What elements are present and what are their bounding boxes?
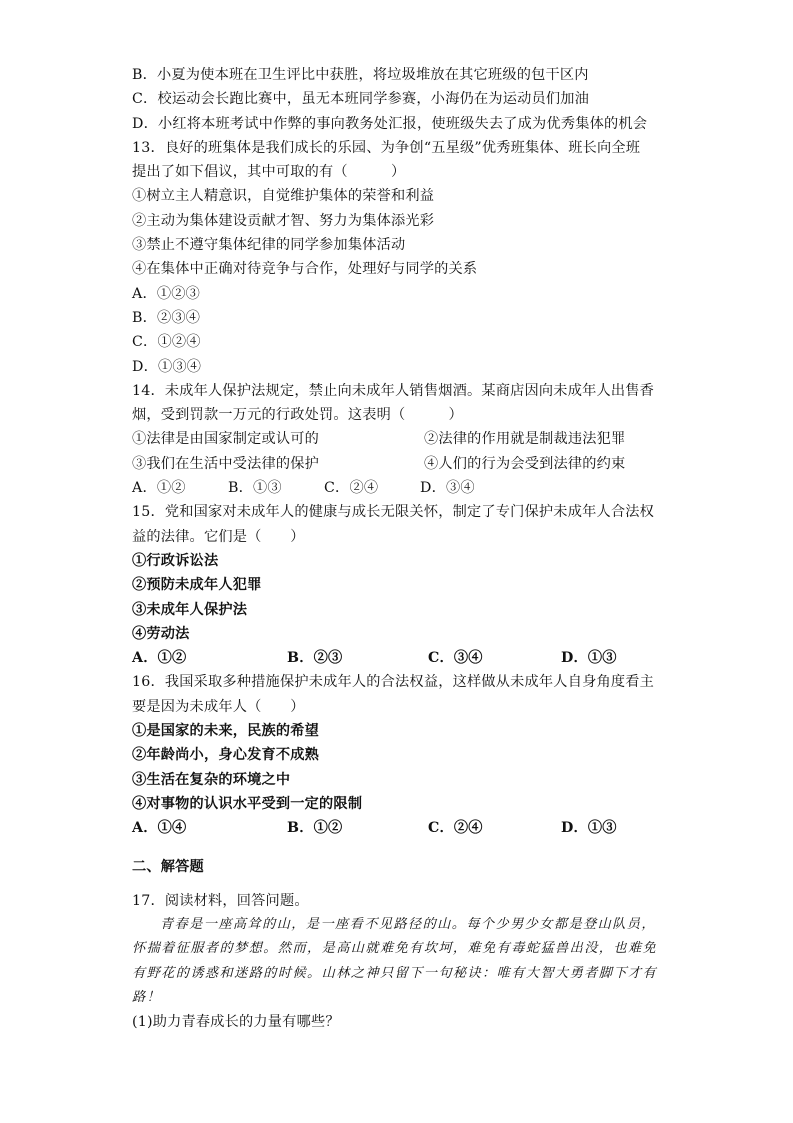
q13-option-d: D．①③④	[132, 358, 202, 375]
q14-item-3: ③我们在生活中受法律的保护	[132, 455, 320, 472]
q16-options-row	[132, 816, 672, 840]
q13-item-3: ③禁止不遵守集体纪律的同学参加集体活动	[132, 237, 406, 254]
q13-item-1: ①树立主人精意识，自觉维护集体的荣誉和利益	[132, 188, 435, 205]
q17-stem: 17．阅读材料，回答问题。	[132, 892, 309, 909]
q15-option-b: B．②③	[287, 650, 343, 667]
q14-option-b: B．①③	[228, 480, 282, 497]
exam-page	[132, 63, 672, 1035]
q12-option-c: C．校运动会长跑比赛中，虽无本班同学参赛，小海仍在为运动员们加油	[132, 91, 590, 108]
q13-option-a: A．①②③	[132, 285, 200, 302]
spacer	[132, 879, 672, 889]
q14-item-2: ②法律的作用就是制裁违法犯罪	[424, 431, 626, 448]
q17-passage-text: 青春是一座高耸的山，是一座看不见路径的山。每个少男少女都是登山队员，怀揣着征服者的梦想。然而，是高山就难免有坎坷，难免有毒蛇猛兽出没，也难免有野花的诱惑和迷路的时候。山林之神只留下一句秘诀：唯有大智大勇者脚下才有路！	[132, 917, 658, 1005]
q16-item-3: ③生活在复杂的环境之中	[132, 771, 291, 788]
q13-item-2: ②主动为集体建设贡献才智、努力为集体添光彩	[132, 212, 435, 229]
q14-stem-line2: 烟，受到罚款一万元的行政处罚。这表明（ ）	[132, 407, 463, 424]
q15-option-d: D．①③	[561, 650, 617, 667]
q17-sub-question-1: (1)助力青春成长的力量有哪些？	[132, 1014, 340, 1031]
q15-item-2: ②预防未成年人犯罪	[132, 577, 262, 594]
q14-option-a: A．①②	[132, 480, 186, 497]
q14-item-4: ④人们的行为会受到法律的约束	[424, 455, 626, 472]
q12-option-d: D．小红将本班考试中作弊的事向教务处汇报，使班级失去了成为优秀集体的机会	[132, 115, 648, 132]
q14-items-row-1	[132, 427, 672, 451]
q16-option-d: D．①③	[561, 820, 617, 837]
q16-item-1: ①是国家的未来，民族的希望	[132, 723, 320, 740]
q15-stem-line1: 15．党和国家对未成年人的健康与成长无限关怀，制定了专门保护未成年人合法权	[132, 504, 655, 521]
q17-passage	[132, 913, 668, 1010]
q16-option-b: B．①②	[287, 820, 343, 837]
q14-item-1: ①法律是由国家制定或认可的	[132, 431, 320, 448]
q15-item-3: ③未成年人保护法	[132, 601, 248, 618]
q13-stem-line2: 提出了如下倡议，其中可取的有（ ）	[132, 164, 406, 181]
q13-option-c: C．①②④	[132, 334, 201, 351]
q15-option-a: A．①②	[132, 650, 187, 667]
q14-option-d: D．③④	[420, 480, 475, 497]
q12-option-b: B．小夏为使本班在卫生评比中获胜，将垃圾堆放在其它班级的包干区内	[132, 67, 589, 83]
section-title-answer-questions: 二、解答题	[132, 858, 204, 875]
q14-stem-line1: 14．未成年人保护法规定，禁止向未成年人销售烟酒。某商店因向未成年人出售香	[132, 382, 655, 399]
q14-options-row	[132, 476, 672, 500]
q16-item-2: ②年龄尚小，身心发育不成熟	[132, 747, 320, 764]
q15-item-4: ④劳动法	[132, 625, 190, 642]
q15-options-row	[132, 646, 672, 670]
q13-stem-line1: 13．良好的班集体是我们成长的乐园、为争创“五星级”优秀班集体、班长向全班	[132, 139, 641, 156]
q16-stem-line1: 16．我国采取多种措施保护未成年人的合法权益，这样做从未成年人自身角度看主	[132, 674, 655, 691]
q13-option-b: B．②③④	[132, 309, 201, 326]
q14-option-c: C．②④	[324, 480, 379, 497]
q14-items-row-2	[132, 452, 672, 476]
q15-item-1: ①行政诉讼法	[132, 552, 219, 569]
q13-item-4: ④在集体中正确对待竞争与合作，处理好与同学的关系	[132, 261, 478, 278]
q15-stem-line2: 益的法律。它们是（ ）	[132, 528, 305, 545]
q16-stem-line2: 要是因为未成年人（ ）	[132, 698, 305, 715]
q16-item-4: ④对事物的认识水平受到一定的限制	[132, 795, 363, 812]
q15-option-c: C．③④	[428, 650, 483, 667]
q16-option-a: A．①④	[132, 820, 187, 837]
q16-option-c: C．②④	[428, 820, 483, 837]
